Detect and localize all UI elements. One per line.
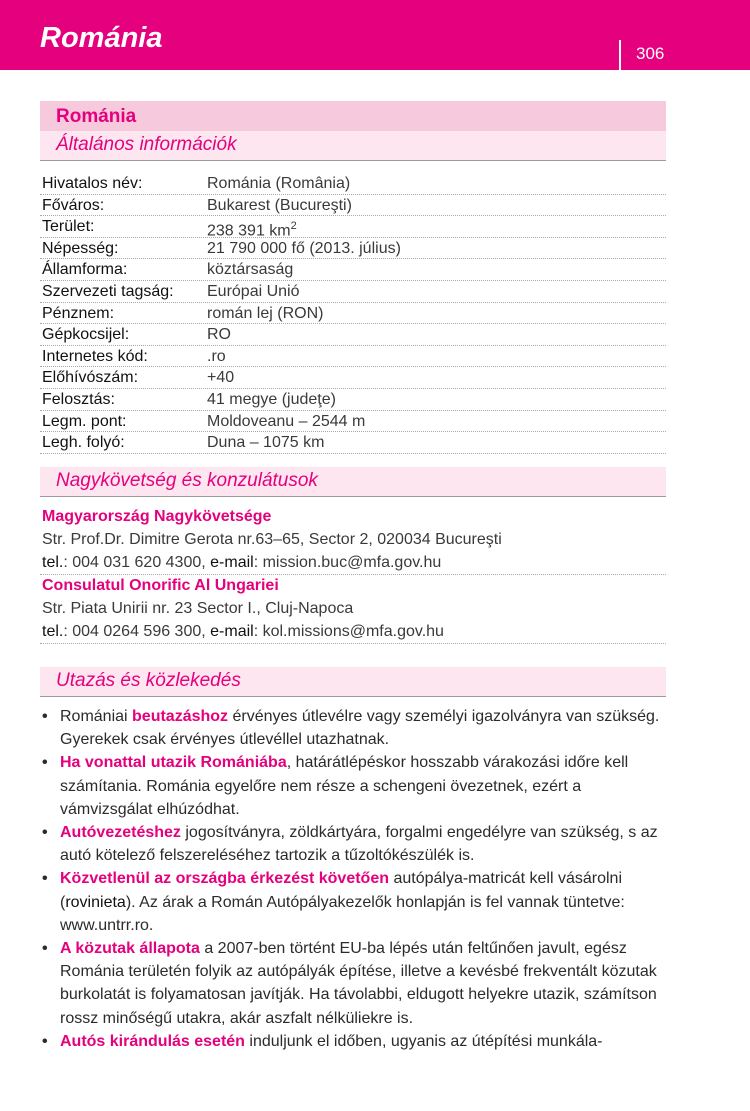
fact-row-internet-code — [40, 346, 666, 368]
fact-row-dial-code — [40, 367, 666, 389]
list-item — [40, 867, 666, 937]
fact-value: 21 790 000 fő (2013. július) — [207, 239, 401, 257]
fact-row-membership — [40, 281, 666, 303]
fact-value: Moldoveanu – 2544 m — [207, 412, 366, 430]
list-item — [40, 937, 666, 1030]
bullet-icon: • — [42, 870, 48, 888]
consulate-name: Consulatul Onorific Al Ungariei — [42, 577, 279, 594]
embassy-address: Str. Prof.Dr. Dimitre Gerota nr.63–65, Sector 2, 020034 Bucureşti — [42, 531, 502, 548]
fact-row-highest-point — [40, 411, 666, 433]
fact-value-superscript: 2 — [290, 220, 297, 233]
bullet-icon: • — [42, 708, 48, 725]
bullet-icon: • — [42, 940, 48, 958]
fact-key: Felosztás: — [42, 390, 115, 408]
bullet-icon: • — [42, 824, 48, 842]
fact-row-official-name — [40, 173, 666, 195]
bullet-icon: • — [42, 1032, 48, 1050]
list-item — [40, 705, 666, 751]
list-item — [40, 1030, 666, 1053]
bullet-text: a 2007-ben történt EU-ba lépés után feltűnően javult, egész Románia területén folyik az autópályák építése, illetve a kevésbé frekventált közutak burkolatát is folyamatosan javítják. Ha távolabbi, eldugott helyekre utazik, számítson rossz minőségű utakra, akár aszfalt nélküliekre is. — [60, 940, 657, 1027]
section-general-info — [40, 131, 666, 161]
fact-key: Szervezeti tagság: — [42, 282, 174, 300]
header-separator — [619, 40, 621, 70]
running-title: Románia — [40, 22, 163, 54]
fact-value: Duna – 1075 km — [207, 434, 325, 452]
fact-key: Népesség: — [42, 239, 119, 257]
embassy-block-1 — [40, 505, 666, 575]
tel-value: : 004 031 620 4300, — [63, 554, 211, 571]
fact-value: Európai Unió — [207, 282, 300, 300]
fact-key: Hivatalos név: — [42, 175, 143, 192]
bullet-emphasis: rovinieta — [65, 893, 126, 911]
fact-key: Gépkocsijel: — [42, 326, 130, 344]
consulate-address: Str. Piata Unirii nr. 23 Sector I., Cluj-Napoca — [42, 600, 354, 617]
email-value: : mission.buc@mfa.gov.hu — [253, 554, 442, 571]
fact-key: Főváros: — [42, 196, 105, 214]
section-travel-title: Utazás és közlekedés — [56, 670, 241, 691]
section-embassy — [40, 467, 666, 497]
fact-key: Legh. folyó: — [42, 434, 125, 452]
fact-value: Románia (România) — [207, 175, 351, 192]
bullet-highlight: Autóvezetéshez — [60, 824, 181, 842]
page-header-bar — [0, 0, 750, 70]
bullet-highlight: Közvetlenül az országba érkezést követően — [60, 870, 389, 888]
embassy-contact — [40, 551, 666, 575]
embassy-name: Magyarország Nagykövetsége — [42, 508, 272, 525]
consulate-contact — [40, 620, 666, 644]
tel-label: tel. — [42, 623, 64, 640]
section-embassy-title: Nagykövetség és konzulátusok — [56, 470, 318, 491]
page-number: 306 — [636, 44, 665, 63]
fact-key: Pénznem: — [42, 304, 115, 322]
list-item — [40, 821, 666, 867]
fact-value: köztársaság — [207, 261, 294, 279]
fact-key: Előhívószám: — [42, 369, 139, 387]
fact-row-capital — [40, 195, 666, 217]
fact-row-divisions — [40, 389, 666, 411]
country-title: Románia — [56, 106, 137, 127]
bullet-text: érvényes útlevélre vagy személyi igazolványra van szükség. Gyerekek csak érvényes útlevéllel utazhatnak. — [60, 708, 660, 749]
fact-row-population — [40, 238, 666, 260]
bullet-text: ). Az árak a Román Autópályakezelők honlapján is fel vannak tüntetve: www.untrr.ro. — [60, 893, 625, 934]
email-value: : kol.missions@mfa.gov.hu — [253, 623, 444, 640]
fact-row-longest-river — [40, 432, 666, 454]
bullet-icon: • — [42, 754, 48, 772]
tel-label: tel. — [42, 554, 64, 571]
bullet-highlight: A közutak állapota — [60, 940, 200, 958]
bullet-text: jogosítványra, zöldkártyára, forgalmi engedélyre van szükség, s az autó kötelező felszereléséhez tartozik a tűzoltókészülék is. — [60, 824, 658, 865]
fact-value: 41 megye (judeţe) — [207, 390, 336, 408]
country-box-title — [40, 101, 666, 131]
bullet-text: , határátlépéskor hosszabb várakozási időre kell számítania. Románia egyelőre nem része a schengeni övezetnek, ezért a vámvizsgálat elhúzódhat. — [60, 754, 629, 818]
embassy-block-2 — [40, 574, 666, 644]
fact-row-car-code — [40, 324, 666, 346]
fact-key: Államforma: — [42, 261, 128, 279]
bullet-highlight: Ha vonattal utazik Romániába — [60, 754, 287, 772]
tel-value: : 004 0264 596 300, — [63, 623, 211, 640]
fact-row-area — [40, 216, 666, 238]
fact-value: 238 391 km — [207, 222, 291, 240]
bullet-text: Romániai — [60, 708, 133, 725]
email-label: e-mail — [210, 554, 254, 571]
fact-key: Legm. pont: — [42, 412, 127, 430]
fact-value: román lej (RON) — [207, 304, 324, 322]
bullet-highlight: Autós kirándulás esetén — [60, 1032, 245, 1050]
travel-bullet-list — [40, 705, 666, 1053]
list-item — [40, 751, 666, 821]
email-label: e-mail — [210, 623, 254, 640]
facts-table — [40, 173, 666, 454]
fact-value: +40 — [207, 369, 235, 387]
fact-value: RO — [207, 326, 231, 344]
fact-value: Bukarest (Bucureşti) — [207, 196, 352, 214]
bullet-highlight: beutazáshoz — [132, 708, 229, 725]
fact-row-government — [40, 259, 666, 281]
section-general-title: Általános információk — [56, 134, 237, 155]
fact-key: Terület: — [42, 218, 95, 236]
fact-key: Internetes kód: — [42, 347, 148, 365]
section-travel — [40, 667, 666, 697]
fact-value: .ro — [207, 347, 226, 365]
bullet-text: induljunk el időben, ugyanis az útépítési munkála- — [244, 1032, 603, 1050]
fact-row-currency — [40, 303, 666, 325]
bullet-text: autópálya-matricát kell vásárolni ( — [60, 870, 622, 911]
